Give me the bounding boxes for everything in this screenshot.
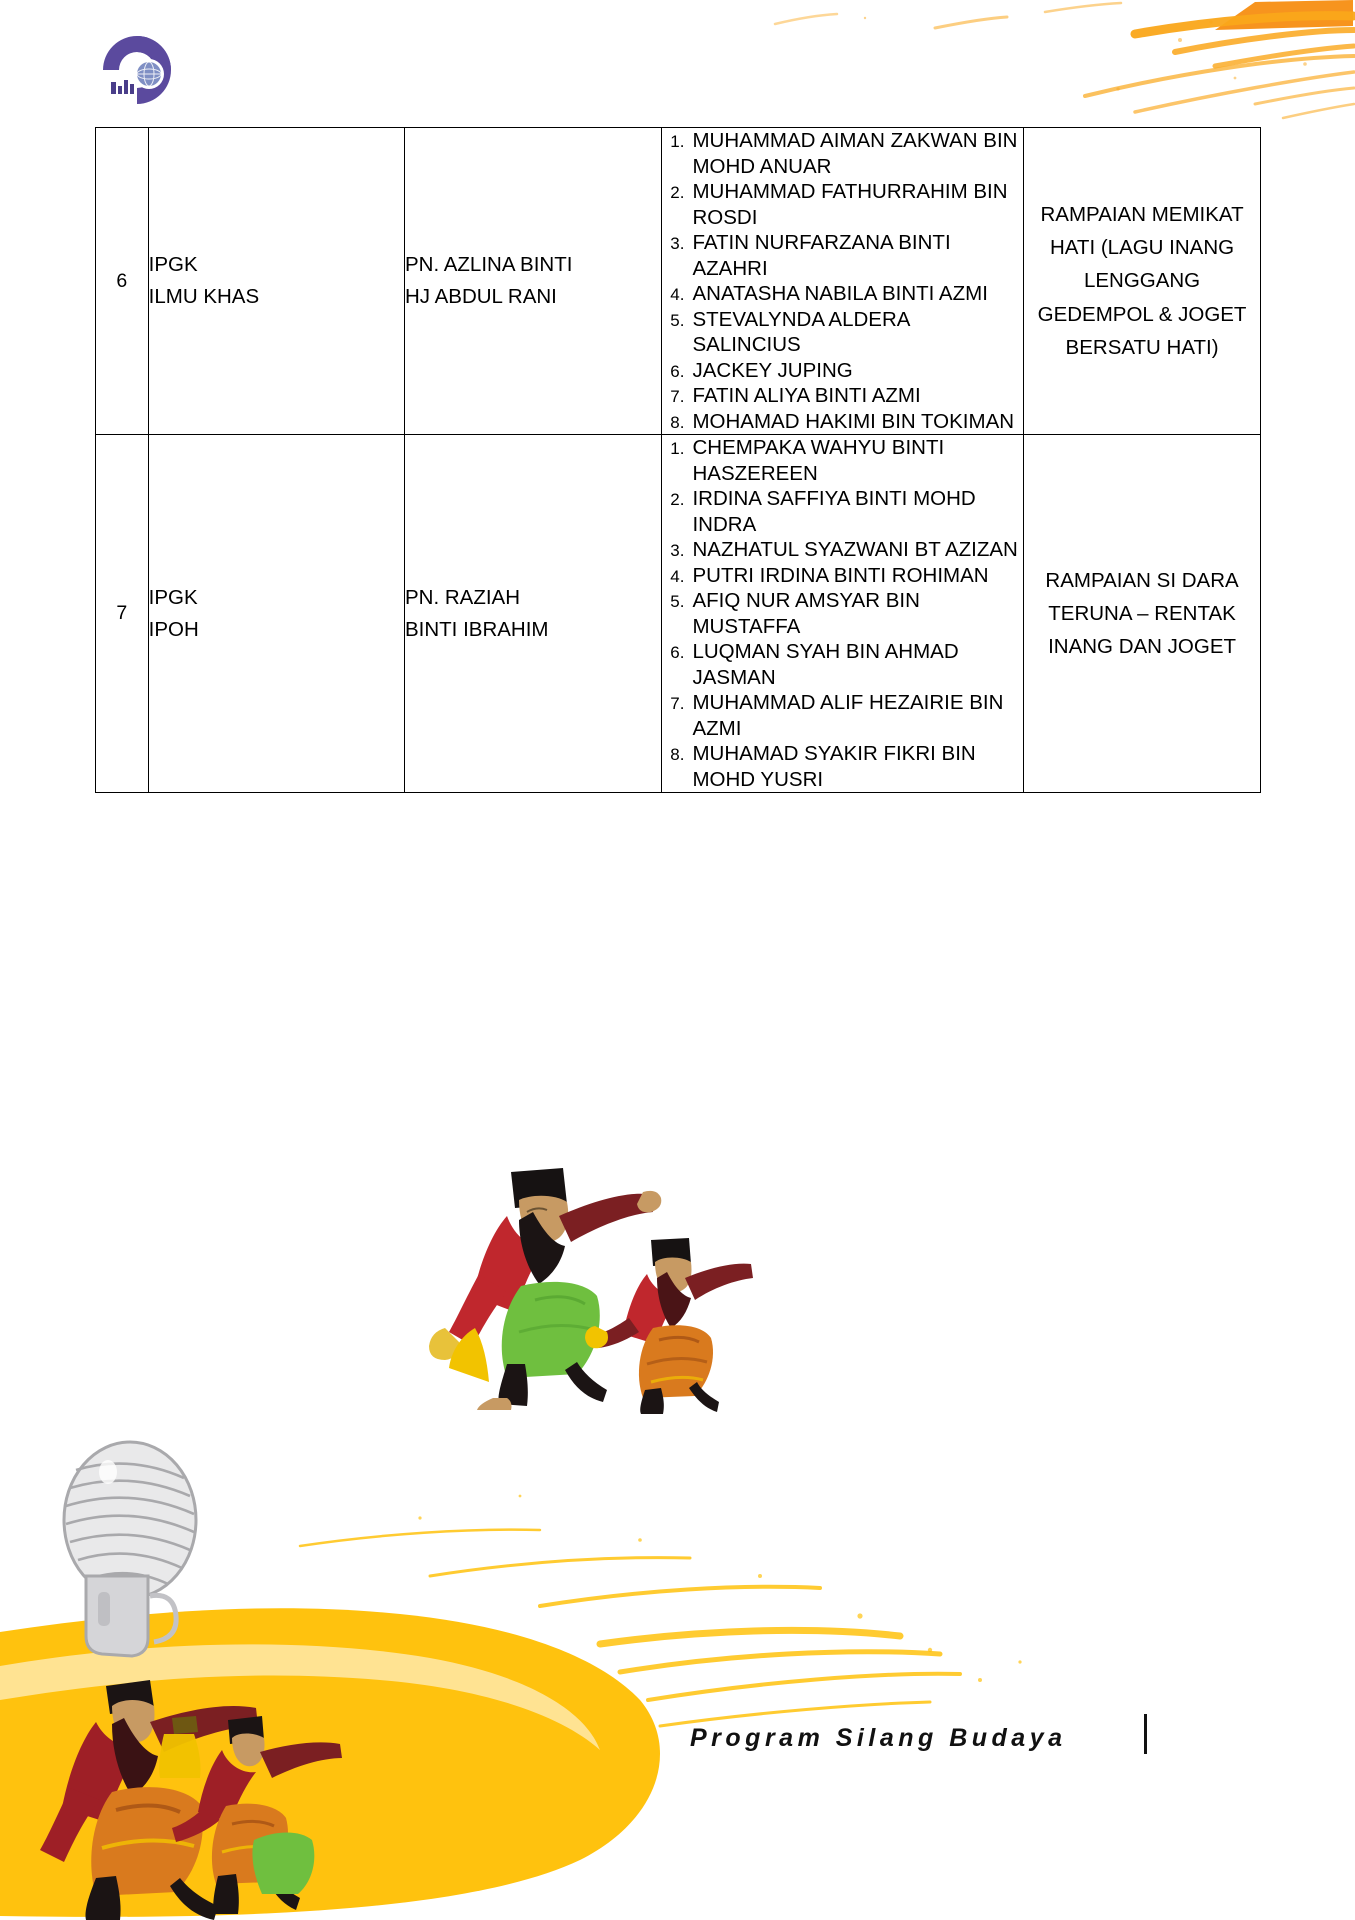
participant-number: 3.: [670, 541, 685, 561]
performance-cell: RAMPAIAN MEMIKAT HATI (LAGU INANG LENGGANG GEDEMPOL & JOGET BERSATU HATI): [1024, 128, 1261, 435]
organisation-cell: [148, 435, 404, 793]
leader-cell: [404, 128, 661, 435]
institution-logo: [95, 30, 177, 110]
participant-number: 6.: [670, 361, 685, 381]
participant-item: [662, 281, 1023, 307]
organisation-cell: [148, 128, 404, 435]
participant-name: MUHAMAD SYAKIR FIKRI BIN MOHD YUSRI: [692, 742, 976, 791]
organisation-line-1: IPGK: [148, 586, 198, 610]
participant-number: 4.: [670, 285, 685, 305]
row-number: 7: [96, 435, 149, 793]
leader-line-2: BINTI IBRAHIM: [404, 617, 549, 641]
participant-name: MOHAMAD HAKIMI BIN TOKIMAN: [692, 409, 1015, 433]
table-row: [96, 128, 1261, 435]
participant-item: [662, 179, 1023, 230]
participant-name: AFIQ NUR AMSYAR BIN MUSTAFFA: [692, 589, 920, 638]
participant-number: 1.: [670, 439, 685, 459]
participant-item: [662, 435, 1023, 486]
participant-number: 4.: [670, 566, 685, 586]
bottom-dancer-large: [40, 1680, 258, 1920]
footer-divider: [1144, 1714, 1147, 1754]
participant-number: 8.: [670, 412, 685, 432]
footer-program-label: Program Silang Budaya: [690, 1724, 1067, 1752]
participant-number: 5.: [670, 592, 685, 612]
participant-number: 3.: [670, 234, 685, 254]
participant-item: [662, 588, 1023, 639]
participant-name: NAZHATUL SYAZWANI BT AZIZAN: [692, 538, 1018, 562]
organisation-line-1: IPGK: [148, 253, 198, 277]
participant-item: [662, 358, 1023, 384]
participants-list: [662, 435, 1023, 792]
leader-cell: [404, 435, 661, 793]
participant-item: [662, 230, 1023, 281]
participant-name: FATIN NURFARZANA BINTI AZAHRI: [692, 231, 951, 280]
participant-item: [662, 307, 1023, 358]
performance-cell: RAMPAIAN SI DARA TERUNA – RENTAK INANG DAN JOGET: [1024, 435, 1261, 793]
bottom-decoration: [0, 1400, 1355, 1920]
organisation-line-2: IPOH: [148, 617, 199, 641]
row-number: 6: [96, 128, 149, 435]
participant-name: STEVALYNDA ALDERA SALINCIUS: [692, 307, 910, 357]
participant-item: [662, 537, 1023, 563]
participant-number: 1.: [670, 132, 685, 151]
participant-name: MUHAMMAD AIMAN ZAKWAN BIN MOHD ANUAR: [692, 129, 1018, 178]
participant-number: 5.: [670, 310, 685, 330]
participant-name: JACKEY JUPING: [692, 358, 853, 382]
table-row: [96, 435, 1261, 793]
participant-name: FATIN ALIYA BINTI AZMI: [692, 384, 921, 408]
participant-item: [662, 690, 1023, 741]
participant-number: 2.: [670, 183, 685, 203]
participant-number: 7.: [670, 694, 685, 714]
participant-item: [662, 639, 1023, 690]
bottom-dancer-small: [172, 1716, 342, 1914]
participant-number: 7.: [670, 387, 685, 407]
participants-cell: [662, 435, 1024, 793]
organisation-line-2: ILMU KHAS: [148, 285, 260, 309]
participant-item: [662, 741, 1023, 792]
participant-item: [662, 409, 1023, 435]
participant-number: 8.: [670, 745, 685, 765]
participant-item: [662, 563, 1023, 589]
microphone-icon: [64, 1442, 196, 1656]
participant-name: LUQMAN SYAH BIN AHMAD JASMAN: [692, 640, 959, 689]
participant-name: PUTRI IRDINA BINTI ROHIMAN: [692, 563, 989, 587]
participant-name: CHEMPAKA WAHYU BINTI HASZEREEN: [692, 436, 945, 485]
participant-number: 2.: [670, 490, 685, 510]
bottom-dancer-background: [159, 1716, 200, 1778]
participant-name: MUHAMMAD ALIF HEZAIRIE BIN AZMI: [692, 691, 1004, 740]
participants-table: [95, 127, 1261, 793]
participant-name: IRDINA SAFFIYA BINTI MOHD INDRA: [692, 487, 976, 536]
dancer-illustration-small: [585, 1230, 755, 1415]
leader-line-1: PN. RAZIAH: [404, 586, 521, 610]
leader-line-1: PN. AZLINA BINTI: [404, 253, 573, 277]
participant-name: MUHAMMAD FATHURRAHIM BIN ROSDI: [692, 180, 1008, 229]
participant-number: 6.: [670, 643, 685, 663]
participant-item: [662, 128, 1023, 179]
top-brush-decoration: [615, 0, 1355, 130]
participant-name: ANATASHA NABILA BINTI AZMI: [692, 282, 988, 306]
participant-item: [662, 383, 1023, 409]
participants-cell: [662, 128, 1024, 435]
participants-list: [662, 128, 1023, 434]
leader-line-2: HJ ABDUL RANI: [404, 285, 557, 309]
participant-item: [662, 486, 1023, 537]
